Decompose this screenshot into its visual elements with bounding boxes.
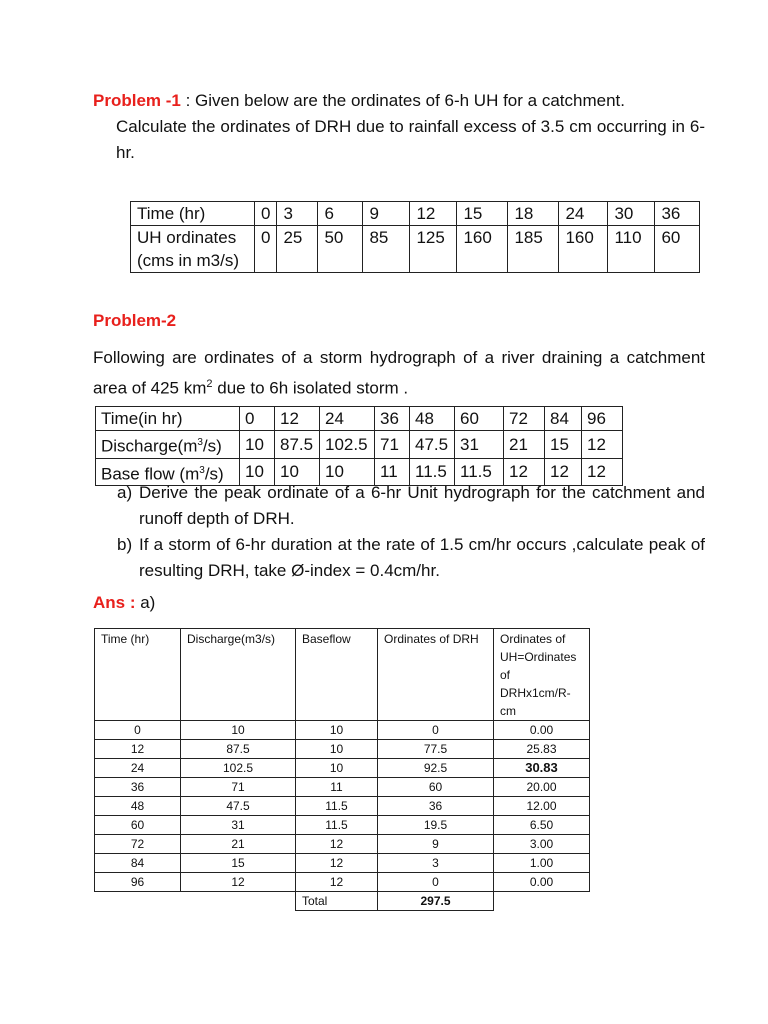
table-cell: 60 [95,816,181,835]
table-cell: 185 [508,226,559,273]
table-cell: 12.00 [494,797,590,816]
table-cell: 72 [504,407,545,431]
table-cell: 84 [545,407,582,431]
table-cell: 96 [582,407,623,431]
table-cell: 12 [545,458,582,486]
table-cell: 36 [378,797,494,816]
table-cell: 85 [363,226,410,273]
table-row [95,721,590,740]
table-cell: 110 [608,226,655,273]
table-cell: 77.5 [378,740,494,759]
answer-label: Ans : [93,593,136,612]
table-cell: 12 [181,873,296,892]
table-cell: 12 [504,458,545,486]
table-cell: 21 [181,835,296,854]
table-header-row [95,629,590,721]
table-cell: 72 [95,835,181,854]
table-cell: 12 [275,407,320,431]
table-row [96,407,623,431]
table-cell: 0 [255,202,277,226]
table-row [95,778,590,797]
table-cell: 10 [296,740,378,759]
table-cell: 125 [410,226,457,273]
table-cell: 9 [378,835,494,854]
table-cell: 11.5 [296,797,378,816]
column-header: Ordinates of UH=Ordinates of DRHx1cm/R-cm [494,629,590,721]
table-cell: 12 [296,835,378,854]
column-header: Ordinates of DRH [378,629,494,721]
table-cell: 60 [455,407,504,431]
table-row [95,835,590,854]
table-cell: 10 [181,721,296,740]
table-cell: 96 [95,873,181,892]
problem-2-label: Problem-2 [93,311,177,330]
table-row [131,226,700,273]
problem-1-statement [93,88,705,166]
table-cell: 47.5 [410,431,455,459]
total-label: Total [296,892,378,911]
table-cell: 11 [375,458,410,486]
table-row [95,873,590,892]
table-cell: 60 [378,778,494,797]
table-cell: 10 [275,458,320,486]
list-marker: b) [117,535,133,554]
table-cell: 12 [95,740,181,759]
table-cell: 1.00 [494,854,590,873]
table-cell: 3 [378,854,494,873]
table-row [95,854,590,873]
label-unit: /s) [202,436,222,456]
list-item [93,532,705,584]
empty-cell [494,892,590,911]
table-cell: 87.5 [275,431,320,459]
table-cell: 36 [375,407,410,431]
table-cell: 0.00 [494,873,590,892]
superscript: 3 [197,437,203,448]
table-cell: 10 [240,431,275,459]
table-cell: 47.5 [181,797,296,816]
row-label-time: Time (hr) [131,202,255,226]
row-label-discharge [96,431,240,459]
problem-2-statement [93,345,705,402]
problem-1-text-line1: : Given below are the ordinates of 6-h UH for a catchment. [180,91,625,110]
table-cell: 10 [296,721,378,740]
table-cell: 12 [296,854,378,873]
table-cell: 20.00 [494,778,590,797]
total-value: 297.5 [378,892,494,911]
table-cell: 24 [95,759,181,778]
superscript: 3 [199,464,205,476]
table-cell: 12 [296,873,378,892]
table-cell: 24 [559,202,608,226]
table-row [95,816,590,835]
table-cell: 160 [559,226,608,273]
table-cell: 18 [508,202,559,226]
superscript: 2 [206,378,213,390]
table-cell: 36 [655,202,700,226]
table-cell: 15 [457,202,508,226]
table-cell: 0 [255,226,277,273]
problem-2-questions [93,480,705,584]
table-row [95,740,590,759]
table-cell: 10 [296,759,378,778]
table-cell: 48 [410,407,455,431]
table-total-row [95,892,590,911]
table-cell: 10 [320,458,375,486]
table-cell: 25.83 [494,740,590,759]
table-cell: 71 [375,431,410,459]
table-cell: 15 [545,431,582,459]
table-cell: 60 [655,226,700,273]
answer-table [94,628,590,911]
table-cell: 0 [378,721,494,740]
table-cell: 11 [296,778,378,797]
table-cell: 12 [410,202,457,226]
table-cell: 12 [582,458,623,486]
list-text: Derive the peak ordinate of a 6-hr Unit hydrograph for the catchment and runoff depth of DRH. [139,483,705,528]
label-text: Base flow (m [101,464,200,484]
table-cell: 11.5 [410,458,455,486]
table-cell: 19.5 [378,816,494,835]
storm-hydrograph-table [95,406,623,486]
answer-part: a) [135,593,156,612]
table-cell: 160 [457,226,508,273]
table-cell: 84 [95,854,181,873]
table-row [96,431,623,459]
answer-heading [93,593,155,613]
table-cell: 0 [378,873,494,892]
table-cell: 9 [363,202,410,226]
peak-value-cell: 30.83 [494,759,590,778]
table-cell: 48 [95,797,181,816]
table-cell: 0.00 [494,721,590,740]
table-row [131,202,700,226]
empty-cell [181,892,296,911]
table-cell: 87.5 [181,740,296,759]
empty-cell [95,892,181,911]
table-cell: 6 [318,202,363,226]
problem-1-label: Problem -1 [93,91,181,110]
table-cell: 30 [608,202,655,226]
table-cell: 10 [240,458,275,486]
uh-ordinates-table [130,201,700,273]
table-cell: 31 [455,431,504,459]
problem-2-text-a: Following are ordinates of a storm hydrograph of a river draining a catchment area of 425 km [93,348,705,398]
row-label-time: Time(in hr) [96,407,240,431]
table-cell: 0 [240,407,275,431]
table-cell: 24 [320,407,375,431]
table-cell: 92.5 [378,759,494,778]
table-cell: 36 [95,778,181,797]
table-cell: 31 [181,816,296,835]
table-cell: 0 [95,721,181,740]
table-cell: 12 [582,431,623,459]
label-text: Discharge(m [101,436,198,456]
column-header: Baseflow [296,629,378,721]
table-row [95,797,590,816]
table-cell: 3.00 [494,835,590,854]
label-unit: /s) [204,464,224,484]
table-cell: 102.5 [320,431,375,459]
list-item [93,480,705,532]
table-cell: 25 [277,226,318,273]
table-cell: 15 [181,854,296,873]
table-cell: 6.50 [494,816,590,835]
table-cell: 21 [504,431,545,459]
list-text: If a storm of 6-hr duration at the rate of 1.5 cm/hr occurs ,calculate peak of resulting DRH, take Ø-index = 0.4cm/hr. [139,535,705,580]
problem-2-text-b: due to 6h isolated storm . [212,378,409,398]
table-cell: 11.5 [296,816,378,835]
table-cell: 3 [277,202,318,226]
column-header: Discharge(m3/s) [181,629,296,721]
row-label-uh-ordinates: UH ordinates (cms in m3/s) [131,226,255,273]
problem-1-text-rest: Calculate the ordinates of DRH due to rainfall excess of 3.5 cm occurring in 6-hr. [116,117,705,162]
list-marker: a) [117,483,133,502]
table-cell: 11.5 [455,458,504,486]
table-row [95,759,590,778]
table-cell: 102.5 [181,759,296,778]
table-cell: 71 [181,778,296,797]
column-header: Time (hr) [95,629,181,721]
table-cell: 50 [318,226,363,273]
